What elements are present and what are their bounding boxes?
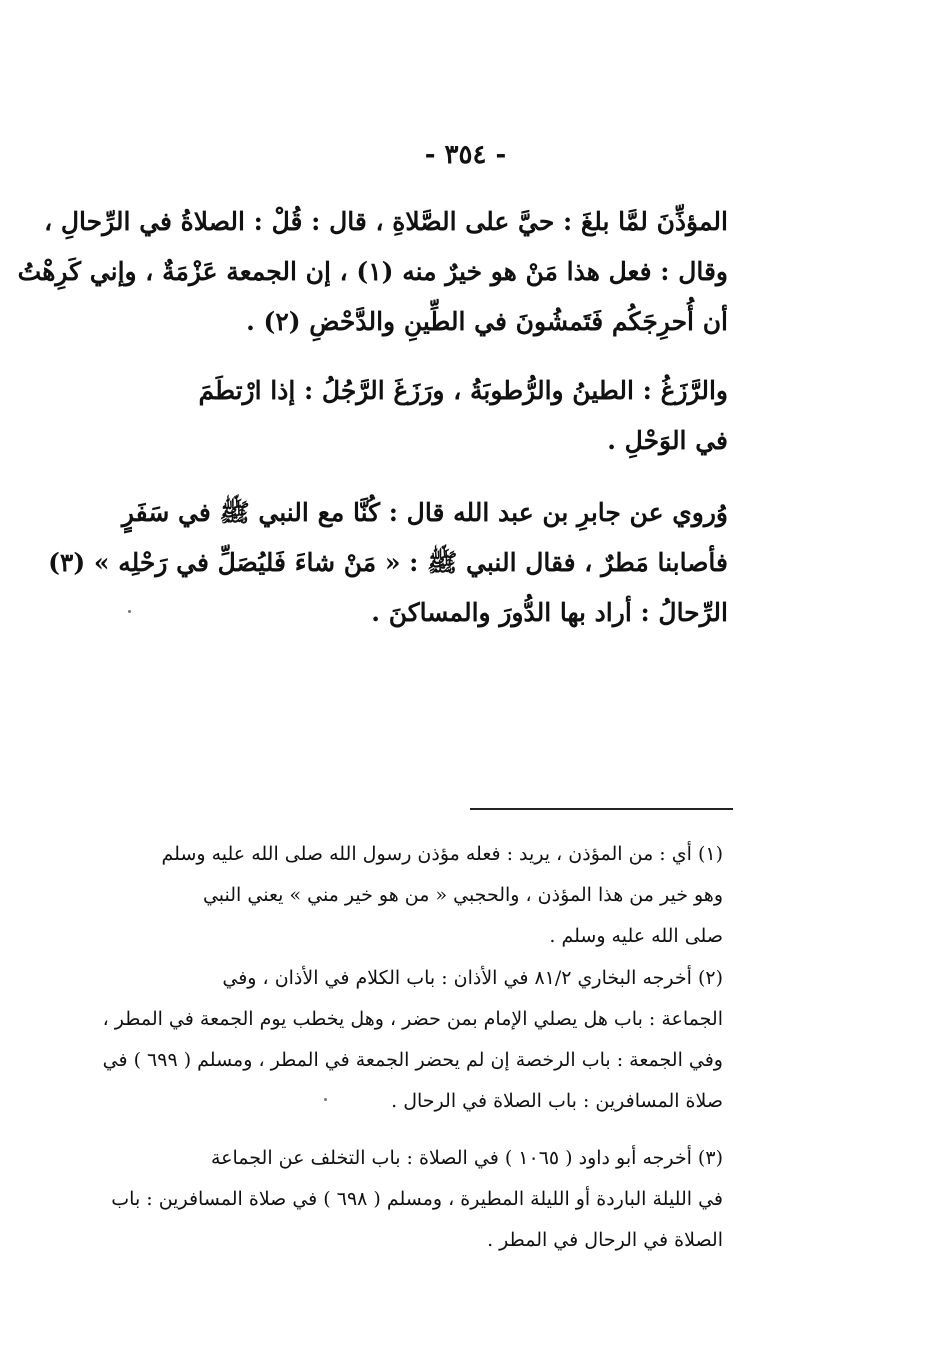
text-line: في الوَحْلِ . — [607, 426, 728, 455]
footnote-line: الجماعة : باب هل يصلي الإمام بمن حضر ، وهل يخطب يوم الجمعة في المطر ، — [102, 1008, 723, 1030]
footnote-line: في الليلة الباردة أو الليلة المطيرة ، ومسلم ( ٦٩٨ ) في صلاة المسافرين : باب — [111, 1188, 723, 1210]
footnote-line: الصلاة في الرحال في المطر . — [487, 1229, 723, 1251]
print-speck — [324, 1098, 327, 1101]
footnote-line: (٣) أخرجه أبو داود ( ١٠٦٥ ) في الصلاة : باب التخلف عن الجماعة — [210, 1147, 723, 1169]
footnote-line: (٢) أخرجه البخاري ٨١/٢ في الأذان : باب الكلام في الأذان ، وفي — [222, 967, 723, 989]
text-line: أن أُحرِجَكُم فَتَمشُونَ في الطِّينِ والدَّحْضِ (٢) . — [246, 307, 728, 336]
footnote-line: (١) أي : من المؤذن ، يريد : فعله مؤذن رسول الله صلى الله عليه وسلم — [161, 843, 723, 865]
print-speck — [128, 610, 131, 613]
text-line: وقال : فعل هذا مَنْ هو خيرٌ منه (١) ، إن الجمعة عَزْمَةٌ ، وإني كَرِهْتُ — [17, 257, 728, 286]
text-line: والرَّزَغُ : الطينُ والرُّطوبَةُ ، ورَزَغَ الرَّجُلُ : إذا ارْتطَمَ — [198, 376, 728, 405]
text-line: فأصابنا مَطرٌ ، فقال النبي ﷺ : « مَنْ شاءَ فَليُصَلِّ في رَحْلِه » (٣) — [48, 548, 728, 577]
main-paragraph-2 — [78, 366, 728, 466]
page-number: - ٣٥٤ - — [424, 140, 507, 170]
footnote-divider — [470, 808, 733, 810]
footnote-3 — [78, 1138, 723, 1261]
text-line: وُروي عن جابرِ بن عبد الله قال : كُنَّا مع النبي ﷺ في سَفَرٍ — [121, 498, 728, 527]
footnote-1 — [78, 834, 723, 957]
text-line: المؤذِّنَ لمَّا بلغَ : حيَّ على الصَّلاةِ ، قال : قُلْ : الصلاةُ في الرِّحالِ ، — [44, 207, 728, 236]
footnote-line: وهو خير من هذا المؤذن ، والحجبي « من هو خير مني » يعني النبي — [202, 884, 723, 906]
footnote-line: وفي الجمعة : باب الرخصة إن لم يحضر الجمعة في المطر ، ومسلم ( ٦٩٩ ) في — [102, 1049, 723, 1071]
text-line: الرِّحالُ : أراد بها الدُّورَ والمساكنَ . — [371, 598, 728, 627]
footnote-2 — [78, 958, 723, 1122]
main-paragraph-3 — [48, 488, 728, 638]
footnote-line: صلاة المسافرين : باب الصلاة في الرحال . — [391, 1090, 723, 1112]
footnote-line: صلى الله عليه وسلم . — [549, 925, 723, 947]
main-paragraph-1 — [17, 197, 728, 347]
